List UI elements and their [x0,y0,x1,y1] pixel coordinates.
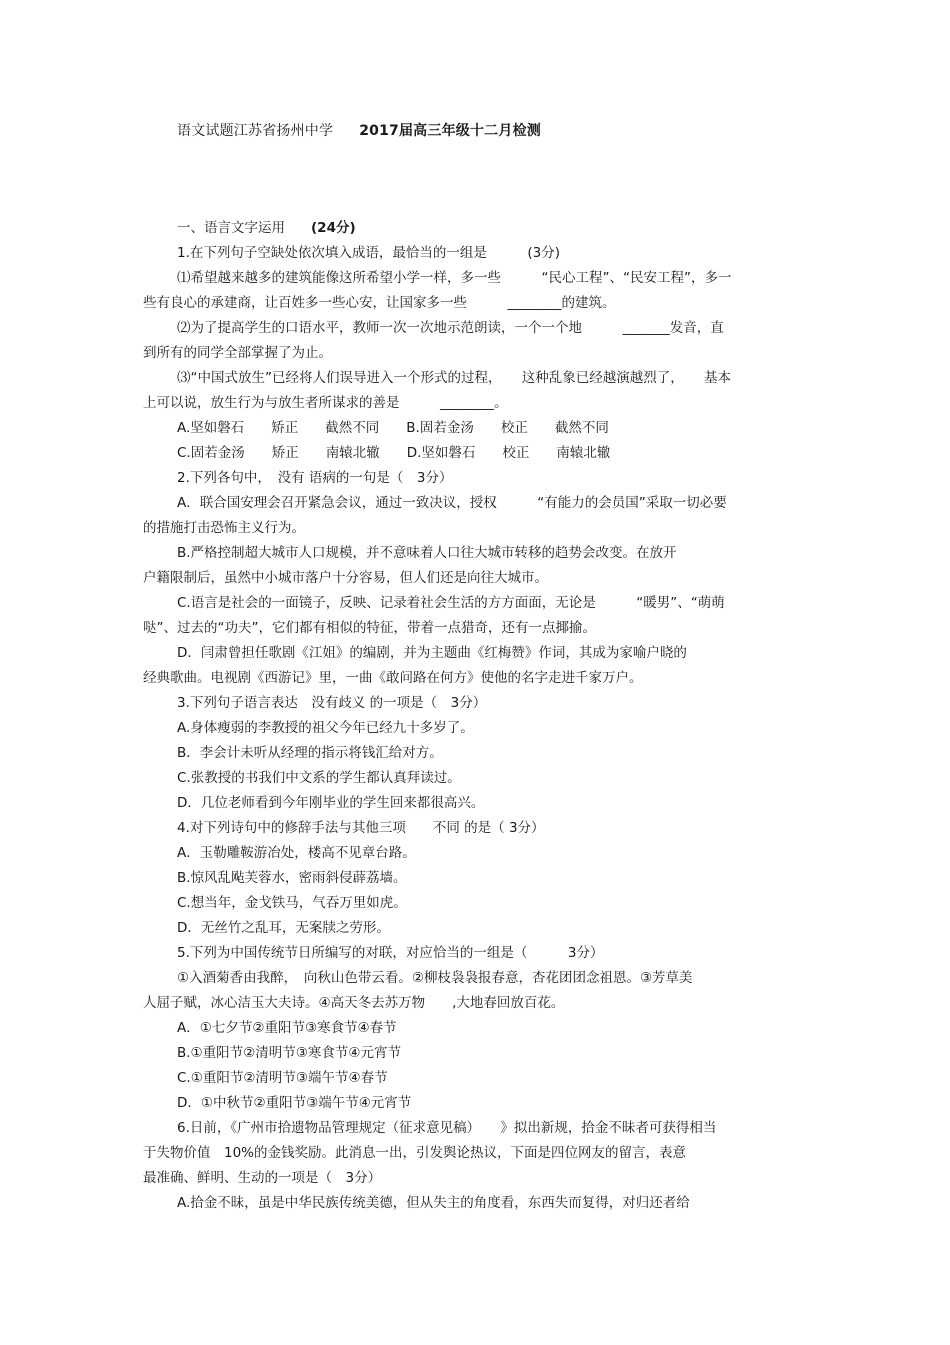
section-points: (24分) [311,220,356,236]
q5-option-b: B.①重阳节②清明节③寒食节④元宵节 [177,1045,401,1061]
q4-option-a: A．玉勒雕鞍游冶处，楼高不见章台路。 [177,845,416,861]
q6-option-a: A.拾金不昧，虽是中华民族传统美德，但从失主的角度看，东西失而复得，对归还者给 [177,1195,690,1211]
q2-option-b: B.严格控制超大城市人口规模，并不意味着人口往大城市转移的趋势会改变。在放开 [177,545,677,561]
q3-stem: 3.下列句子语言表达 没有歧义 的一项是（ 3分） [177,695,487,711]
q2-option-d: D．闫肃曾担任歌剧《江姐》的编剧，并为主题曲《红梅赞》作词，其成为家喻户晓的 [177,645,687,661]
exam-body [143,216,808,1216]
q3-option-c: C.张教授的书我们中文系的学生都认真拜读过。 [177,770,461,786]
title-school: 语文试题江苏省扬州中学 [177,123,334,139]
section-label: 一、语言文字运用 [177,220,285,236]
q5-option-c: C.①重阳节②清明节③端午节④春节 [177,1070,388,1086]
q4-stem: 4.对下列诗句中的修辞手法与其他三项 不同 的是（ 3分） [177,820,545,836]
q2-stem: 2.下列各句中， 没有 语病的一句是（ 3分） [177,470,453,486]
q5-option-a: A．①七夕节②重阳节③寒食节④春节 [177,1020,397,1036]
q6-stem-cont2: 最准确、鲜明、生动的一项是（ 3分） [143,1170,382,1186]
q2-option-a-cont: 的措施打击恐怖主义行为。 [143,520,305,536]
q3-option-d: D．几位老师看到今年刚毕业的学生回来都很高兴。 [177,795,485,811]
q6-stem-cont1: 于失物价值 10%的金钱奖励。此消息一出，引发舆论热议，下面是四位网友的留言，表意 [143,1145,687,1161]
q5-couplets: ①入酒菊香由我醉， 向秋山色带云看。②柳枝袅袅报春意，杏花团团念祖恩。③芳草美 [177,970,693,986]
section-heading [143,216,808,241]
q2-option-c: C.语言是社会的一面镜子，反映、记录着社会生活的方方面面，无论是 “暖男”、“萌萌 [177,595,725,611]
q2-option-c-cont: 哒”、过去的“功夫”，它们都有相似的特征，带着一点猎奇，还有一点揶揄。 [143,620,596,636]
q4-option-c: C.想当年，金戈铁马，气吞万里如虎。 [177,895,407,911]
q4-option-b: B.惊风乱飐芙蓉水，密雨斜侵薜荔墙。 [177,870,407,886]
title-exam: 2017届高三年级十二月检测 [359,123,541,139]
q4-option-d: D．无丝竹之乱耳，无案牍之劳形。 [177,920,390,936]
q1-options-cd: C.固若金汤 矫正 南辕北辙 D.坚如磐石 校正 南辕北辙 [177,445,611,461]
q1-sentence2: ⑵为了提高学生的口语水平，教师一次一次地示范朗读，一个一个地 _______发音，直 [177,320,724,336]
q3-option-b: B．李会计未听从经理的指示将钱汇给对方。 [177,745,443,761]
q5-stem: 5.下列为中国传统节日所编写的对联，对应恰当的一组是（ 3分） [177,945,604,961]
q1-sentence3-cont: 上可以说，放生行为与放生者所谋求的善是 ________。 [143,395,508,411]
q1-options-ab: A.坚如磐石 矫正 截然不同 B.固若金汤 校正 截然不同 [177,420,609,436]
q1-sentence3: ⑶“中国式放生”已经将人们误导进入一个形式的过程， 这种乱象已经越演越烈了， 基本 [177,370,731,386]
q1-sentence1-cont: 些有良心的承建商，让百姓多一些心安，让国家多一些 ________的建筑。 [143,295,616,311]
q6-stem: 6.日前，《广州市拾遗物品管理规定（征求意见稿） 》拟出新规，拾金不昧者可获得相当 [177,1120,717,1136]
q2-option-d-cont: 经典歌曲。电视剧《西游记》里，一曲《敢问路在何方》使他的名字走进千家万户。 [143,670,643,686]
q1-sentence2-cont: 到所有的同学全部掌握了为止。 [143,345,332,361]
q1-sentence1: ⑴希望越来越多的建筑能像这所希望小学一样，多一些 “民心工程”、“民安工程”，多一 [177,270,732,286]
q3-option-a: A.身体瘦弱的李教授的祖父今年已经九十多岁了。 [177,720,474,736]
q5-option-d: D．①中秋节②重阳节③端午节④元宵节 [177,1095,412,1111]
q2-option-a: A．联合国安理会召开紧急会议，通过一致决议，授权 “有能力的会员国”采取一切必要 [177,495,727,511]
q2-option-b-cont: 户籍限制后，虽然中小城市落户十分容易，但人们还是向往大城市。 [143,570,548,586]
q5-couplets-cont: 人屈子赋，冰心洁玉大夫诗。④高天冬去苏万物 ,大地春回放百花。 [143,995,565,1011]
q1-stem: 1.在下列句子空缺处依次填入成语，最恰当的一组是 (3分) [177,245,561,261]
document-title [177,120,541,140]
